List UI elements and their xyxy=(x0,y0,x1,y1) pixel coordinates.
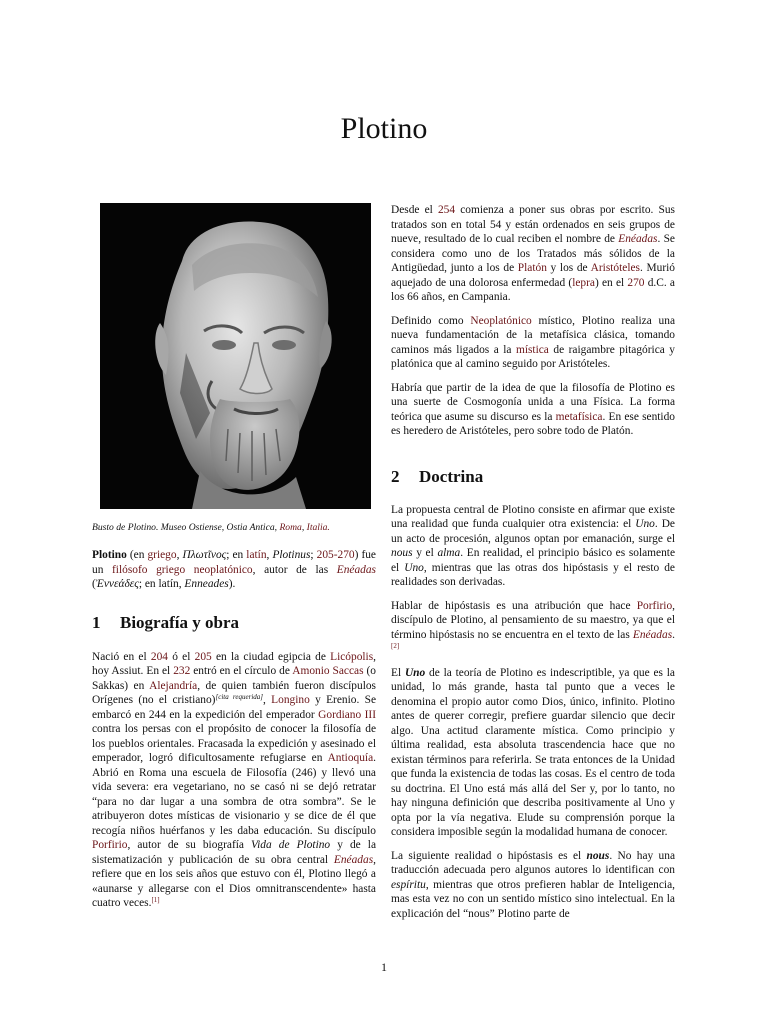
text: La propuesta central de Plotino consiste en afirmar que existe una realidad que funda cualquier otra existencia: el xyxy=(391,503,675,530)
text: . Murió aquejado de una dolorosa enfermedad ( xyxy=(391,262,675,289)
link-amonio-saccas[interactable]: Amonio Saccas xyxy=(292,665,364,677)
term-uno: Uno xyxy=(404,561,424,574)
text: , mientras que las otras dos hipóstasis y el resto de realidades son derivadas. xyxy=(391,561,675,588)
term-nous: nous xyxy=(391,547,413,559)
text: (o Sakkas) en xyxy=(92,665,377,692)
text: y los de xyxy=(546,262,591,274)
image-caption: Busto de Plotino. Museo Ostiense, Ostia Antica, Roma, Italia. xyxy=(92,522,330,533)
link-latin[interactable]: latín xyxy=(246,549,267,561)
bust-of-plotinus-image xyxy=(100,203,371,509)
link-griego[interactable]: griego xyxy=(147,549,177,561)
cosmogony-paragraph xyxy=(391,381,675,439)
link-eneadas[interactable]: Enéadas xyxy=(632,628,673,641)
text: , xyxy=(263,694,272,706)
left-column xyxy=(92,203,376,920)
text: entró en el círculo de xyxy=(190,665,293,677)
text: . Abrió en Roma una escuela de Filosofía (246) y llevó una vida severa: era vegetariano, no se casó ni se dejó retratar “para no dar lugar a una sombra de otra sombra”. Se le atribuyeron dotes místicas de visionario y se dice de él que recogía niños huérfanos y les daba educación. Su discípulo xyxy=(92,752,376,837)
book-title: Vida de Plotino xyxy=(251,839,331,851)
link-porfirio[interactable]: Porfirio xyxy=(636,599,673,612)
text: . De un acto de procesión, algunos optan por emanación, surge el xyxy=(391,518,675,545)
section-number: 1 xyxy=(92,612,101,632)
text: ; en xyxy=(226,549,247,561)
term-uno: Uno xyxy=(404,666,426,679)
text: y Erenio. Se embarcó en 244 en la expedición del emperador xyxy=(92,694,377,721)
subject-name: Plotino xyxy=(92,549,127,561)
works-paragraph xyxy=(391,203,675,305)
biography-paragraph xyxy=(92,650,376,911)
link-254[interactable]: 254 xyxy=(437,204,456,216)
text: , de quien también fueron discípulos Orígenes (no el cristiano) xyxy=(92,679,376,706)
link-neoplatonico[interactable]: Neoplatónico xyxy=(470,314,532,327)
text: de raigambre pitagórica y platónica que al camino seguido por Aristóteles. xyxy=(391,343,676,370)
text: y el xyxy=(412,547,438,559)
doctrine-paragraph-3 xyxy=(391,666,675,840)
text: . xyxy=(672,628,675,641)
page-title: Plotino xyxy=(340,112,428,145)
text: Desde el xyxy=(391,204,438,216)
text: (en xyxy=(126,549,148,561)
text: Nació en el xyxy=(92,650,151,663)
link-eneadas[interactable]: Enéadas xyxy=(618,233,658,245)
text: ó el xyxy=(167,650,195,663)
term-nous: nous xyxy=(586,849,610,862)
caption-text: Busto de Plotino. Museo Ostiense, Ostia Antica, xyxy=(92,522,278,533)
link-roma[interactable]: Roma xyxy=(279,522,302,533)
text: en la ciudad egipcia de xyxy=(211,650,331,663)
bust-illustration xyxy=(100,203,371,509)
link-longino[interactable]: Longino xyxy=(271,694,310,706)
link-204[interactable]: 204 xyxy=(150,650,168,663)
text: ) fue un xyxy=(92,549,376,576)
section-title: Biografía y obra xyxy=(120,612,239,632)
text: místico, Plotino realiza una nueva fundamentación de la metafísica clásica, tomando caminos más ligados a la xyxy=(391,314,675,356)
text: y de la sistematización y publicación de su obra central xyxy=(92,839,376,866)
link-alejandria[interactable]: Alejandría xyxy=(149,679,198,692)
text: ) en el xyxy=(594,276,628,289)
footnote-ref-1[interactable]: [1] xyxy=(151,896,160,904)
text: , xyxy=(266,549,273,561)
link-232[interactable]: 232 xyxy=(173,665,191,677)
link-eneadas[interactable]: Enéadas xyxy=(336,563,376,576)
text: , autor de su biografía xyxy=(127,839,252,851)
page-number: 1 xyxy=(381,960,387,974)
footnote-ref-2[interactable]: [2] xyxy=(391,642,400,650)
citation-needed-note[interactable]: [cita requerida] xyxy=(215,693,263,701)
doctrine-paragraph-1 xyxy=(391,503,675,590)
text: Definido como xyxy=(391,314,471,327)
link-years[interactable]: 205-270 xyxy=(316,549,355,561)
link-licopolis[interactable]: Licópolis xyxy=(330,650,374,663)
link-270[interactable]: 270 xyxy=(627,276,645,289)
link-metafisica[interactable]: metafísica xyxy=(555,410,603,423)
text: . Se considera como uno de los Tratados más sólidos de la Antigüedad, junto a los de xyxy=(391,233,675,274)
text: Habría que partir de la idea de que la filosofía de Plotino es una suerte de Cosmogonía unida a una Física. La forma teórica que asume su discurso es la xyxy=(391,381,675,423)
text: . En realidad, el principio básico es solamente el xyxy=(391,547,675,574)
link-porfirio[interactable]: Porfirio xyxy=(92,839,128,851)
greek-name: Πλωτῖνος xyxy=(182,549,227,561)
link-filosofo-griego-neoplatonico[interactable]: filósofo griego neoplatónico xyxy=(112,563,253,576)
link-mistica[interactable]: mística xyxy=(515,343,549,356)
text: ; en latín, xyxy=(138,578,185,590)
link-antioquia[interactable]: Antioquía xyxy=(327,752,374,764)
text: El xyxy=(391,666,405,679)
link-aristoteles[interactable]: Aristóteles xyxy=(590,262,640,274)
text: . En ese sentido es heredero de Aristóteles, pero sobre todo de Platón. xyxy=(391,410,675,437)
intro-paragraph xyxy=(92,548,376,592)
text: ; xyxy=(310,549,317,561)
link-platon[interactable]: Platón xyxy=(517,262,547,274)
text: d.C. a los 66 años, en Campania. xyxy=(391,276,675,303)
term-espiritu: espíritu xyxy=(391,878,426,891)
doctrine-paragraph-2 xyxy=(391,599,675,657)
text: , discípulo de Plotino, al pensamiento de su maestro, ya que el término hipóstasis no se encuentra en el texto de las xyxy=(391,599,675,641)
text: ). xyxy=(228,578,236,590)
neoplatonism-paragraph xyxy=(391,314,675,372)
term-alma: alma xyxy=(437,547,461,559)
right-column xyxy=(391,203,675,930)
term-uno: Uno xyxy=(635,518,655,530)
greek-title: Ἐννεάδες xyxy=(95,578,139,590)
link-gordiano-iii[interactable]: Gordiano III xyxy=(318,708,376,721)
link-eneadas[interactable]: Enéadas xyxy=(333,853,374,866)
section-heading-doctrina xyxy=(391,467,675,487)
text: de la teoría de Plotino es indescriptible, ya que es la unidad, lo más grande, hasta tal punto que a veces le denomina el propio autor como Dios, único, infinito. Plotino antes de querer corregir, prefiere guardar silencio que decir algo. Una actitud claramente mística. Como principio y última realidad, esta absoluta trascendencia hace que no existan términos para referirla. Se trata entonces de la Unidad que funda la existencia de todas las cosas. Es el centro de toda su doctrina. El Uno está más allá del Ser y, por lo tanto, no hay ninguna definición que describa positivamente al Uno y opta por la vía negativa. Elude su comprensión porque la considera imposible según la modalidad humana de conocer. xyxy=(391,666,675,838)
section-title: Doctrina xyxy=(419,466,484,486)
text: , hoy Assiut. En el xyxy=(92,650,377,677)
text: ( xyxy=(92,578,96,590)
section-heading-biografia xyxy=(92,613,376,633)
text: Hablar de hipóstasis es una atribución que hace xyxy=(391,599,637,612)
text: , mientras que otros prefieren hablar de Inteligencia, mas esta vez no con un sentido místico sino intelectual. En la explicación del “nous” Plotino parte de xyxy=(391,878,675,920)
doctrine-paragraph-4 xyxy=(391,849,675,922)
latin-title: Enneades xyxy=(184,578,229,590)
text: La siguiente realidad o hipóstasis es el xyxy=(391,849,587,862)
link-italia[interactable]: Italia. xyxy=(306,522,330,533)
link-lepra[interactable]: lepra xyxy=(572,276,595,289)
text: , autor de las xyxy=(252,563,337,576)
text: . No hay una traducción adecuada pero algunos autores lo identifican con xyxy=(391,849,675,876)
link-205[interactable]: 205 xyxy=(194,650,212,663)
text: , refiere que en los seis años que estuvo con él, Plotino llegó a «aunarse y allegarse con el Dios omnitranscendente» hasta cuatro veces. xyxy=(92,853,376,909)
text: , xyxy=(176,549,183,561)
section-number: 2 xyxy=(391,466,400,486)
latin-name: Plotinus xyxy=(272,549,311,561)
text: contra los persas con el propósito de conocer la filosofía de los pueblos orientales. Fracasada la expedición y asesinado el emperador, logró dificultosamente refugiarse en xyxy=(92,723,376,764)
text: comienza a poner sus obras por escrito. Sus tratados son en total 54 y están ordenados en seis grupos de nueve, resultado de lo cual reciben el nombre de xyxy=(391,204,675,245)
